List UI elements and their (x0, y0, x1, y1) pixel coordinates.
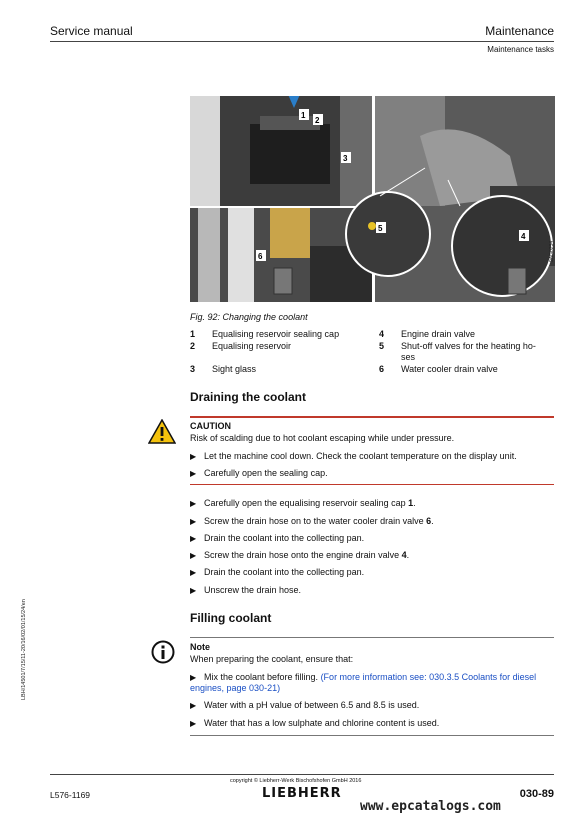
draining-heading: Draining the coolant (190, 390, 307, 404)
legend-item-6: 6 Water cooler drain valve (379, 364, 498, 374)
coolants-reference-link[interactable]: (For more information see: 030.3.5 Coolants for diesel engines, page 030-21) (190, 672, 537, 693)
section-title: Maintenance (485, 24, 554, 38)
note-text: When preparing the coolant, ensure that: (190, 654, 354, 664)
legend-item-2: 2 Equalising reservoir (190, 341, 292, 351)
legend-item-1: 1 Equalising reservoir sealing cap (190, 329, 340, 339)
fill-item-3: ▶ Water that has a low sulphate and chlorine content is used. (190, 718, 440, 728)
callout-2: 2 (315, 116, 320, 125)
caution-title: CAUTION (190, 421, 231, 431)
callout-3: 3 (343, 154, 348, 163)
note-title: Note (190, 642, 210, 652)
caution-bottom-rule (190, 484, 554, 485)
caution-step-1: ▶ Let the machine cool down. Check the coolant temperature on the display unit. (190, 451, 517, 461)
warning-triangle-icon (148, 419, 176, 444)
manual-title: Service manual (50, 24, 133, 38)
side-document-code: LBH/14501/7/15/11-20/16/02/01/15/24/en (21, 599, 27, 700)
drain-step-6: ▶ Unscrew the drain hose. (190, 585, 302, 595)
caution-text: Risk of scalding due to hot coolant escaping while under pressure. (190, 433, 455, 443)
drain-step-4: ▶ Screw the drain hose onto the engine drain valve 4. (190, 550, 410, 560)
brand-logo: LIEBHERR (262, 786, 342, 801)
legend-item-4: 4 Engine drain valve (379, 329, 476, 339)
page-number: 030-89 (519, 788, 554, 800)
callout-5: 5 (378, 224, 383, 233)
figure-code: 9AG0234 (549, 240, 555, 262)
fill-item-1: ▶ Mix the coolant before filling. (For more information see: 030.3.5 Coolants for diesel engines, page 030-21) (190, 672, 537, 693)
info-icon (151, 640, 175, 664)
callout-6: 6 (258, 252, 263, 261)
coolant-figure (190, 96, 555, 302)
copyright: copyright © Liebherr-Werk Bischofshofen GmbH 2016 (230, 778, 362, 784)
legend-item-3: 3 Sight glass (190, 364, 257, 374)
drain-step-3: ▶ Drain the coolant into the collecting pan. (190, 533, 365, 543)
drain-step-2: ▶ Screw the drain hose on to the water cooler drain valve 6. (190, 516, 434, 526)
drain-step-1: ▶ Carefully open the equalising reservoir sealing cap 1. (190, 498, 416, 508)
callout-1: 1 (301, 111, 306, 120)
caution-step-2: ▶ Carefully open the sealing cap. (190, 468, 328, 478)
footer-divider (50, 774, 554, 775)
caution-top-rule (190, 416, 554, 418)
note-bottom-rule (190, 735, 554, 736)
subsection-title: Maintenance tasks (487, 45, 554, 54)
filling-heading: Filling coolant (190, 611, 272, 625)
header-divider (50, 41, 554, 42)
inset-shutoff (346, 192, 430, 276)
inset-drain (452, 196, 552, 296)
callout-4: 4 (521, 232, 526, 241)
watermark: www.epcatalogs.com (360, 799, 501, 814)
document-number: L576-1169 (50, 790, 91, 800)
legend-item-5: 5 Shut-off valves for the heating ho- ses (379, 341, 536, 362)
figure-caption: Fig. 92: Changing the coolant (190, 312, 308, 322)
note-top-rule (190, 637, 554, 638)
fill-item-2: ▶ Water with a pH value of between 6.5 and 8.5 is used. (190, 700, 420, 710)
drain-step-5: ▶ Drain the coolant into the collecting pan. (190, 567, 365, 577)
